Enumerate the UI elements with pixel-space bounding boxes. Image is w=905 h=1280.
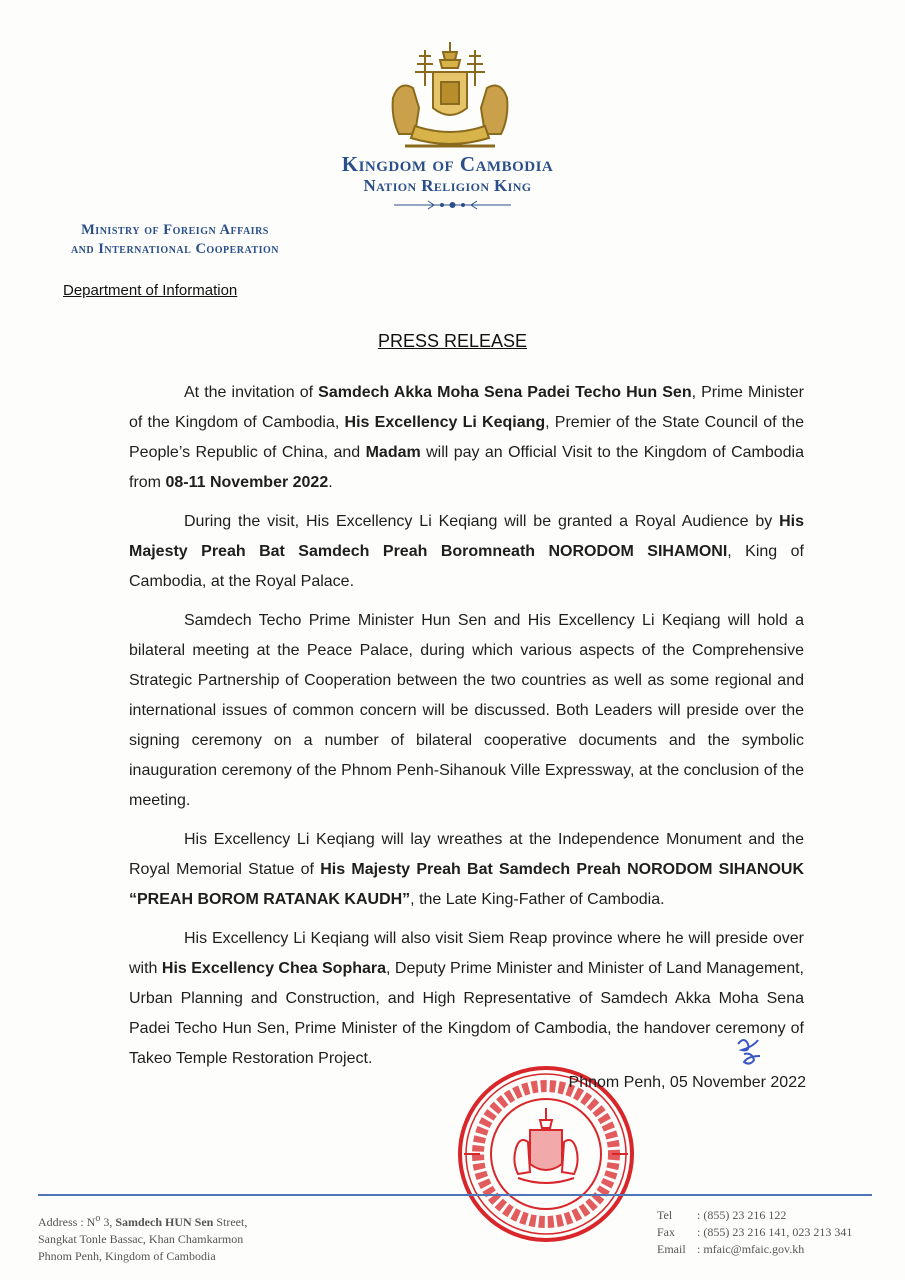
document-title: PRESS RELEASE	[377, 331, 528, 351]
department-name: Department of Information	[63, 282, 238, 299]
footer-address: Address : $N^o$ 3, Samdech HUN Sen Street, Sangkat Tonle Bassac, Khan Chamkarmon Phnom Penh, Kingdom of Cambodia	[38, 1213, 248, 1263]
ornament-divider-icon	[390, 198, 515, 212]
paragraph-2: During the visit, His Excellency Li Keqiang will be granted a Royal Audience by His Majesty Preah Bat Samdech Preah Boromneath NORODOM SIHAMONI, King of Cambodia, at the Royal Palace.	[129, 513, 804, 590]
footer-fax: Fax : (855) 23 216 141, 023 213 341	[657, 1225, 853, 1239]
press-release-body	[129, 378, 804, 1083]
footer-email[interactable]: Email : mfaic@mfaic.gov.kh	[657, 1242, 805, 1256]
national-motto: Nation Religion King	[363, 176, 532, 195]
paragraph-5: His Excellency Li Keqiang will also visit Siem Reap province where he will preside over with His Excellency Chea Sophara, Deputy Prime Minister and Minister of Land Management, Urban Planning and Construction, and High Representative of Samdech Akka Moha Sena Padei Techo Hun Sen, Prime Minister of the Kingdom of Cambodia, the handover ceremony of Takeo Temple Restoration Project.	[129, 930, 804, 1067]
paragraph-3: Samdech Techo Prime Minister Hun Sen and His Excellency Li Keqiang will hold a bilateral meeting at the Peace Palace, during which various aspects of the Comprehensive Strategic Partnership of Cooperation between the two countries as well as some regional and international issues of common concern will be discussed. Both Leaders will preside over the signing ceremony on a number of bilateral cooperative documents and the symbolic inauguration ceremony of the Phnom Penh-Sihanouk Ville Expressway, at the conclusion of the meeting.	[129, 612, 804, 809]
paragraph-1: At the invitation of Samdech Akka Moha Sena Padei Techo Hun Sen, Prime Minister of the Kingdom of Cambodia, His Excellency Li Keqiang, Premier of the State Council of the People’s Republic of China, and Madam will pay an Official Visit to the Kingdom of Cambodia from 08-11 November 2022.	[129, 384, 805, 491]
handwritten-initials-icon	[734, 1034, 766, 1068]
footer-divider	[38, 1194, 872, 1196]
paragraph-4: His Excellency Li Keqiang will lay wreathes at the Independence Monument and the Royal Memorial Statue of His Majesty Preah Bat Samdech Preah NORODOM SIHANOUK “PREAH BOROM RATANAK KAUDH”, the Late King-Father of Cambodia.	[129, 831, 805, 908]
ministry-name-line1: Ministry of Foreign Affairs	[81, 222, 269, 238]
ministry-name-line2: and International Cooperation	[70, 241, 280, 257]
footer-contact	[657, 1207, 852, 1258]
footer-tel: Tel : (855) 23 216 122	[657, 1208, 787, 1222]
kingdom-title: Kingdom of Cambodia	[341, 152, 554, 176]
place-date-line: Phnom Penh, 05 November 2022	[568, 1074, 806, 1091]
royal-coat-of-arms-icon	[385, 38, 515, 156]
